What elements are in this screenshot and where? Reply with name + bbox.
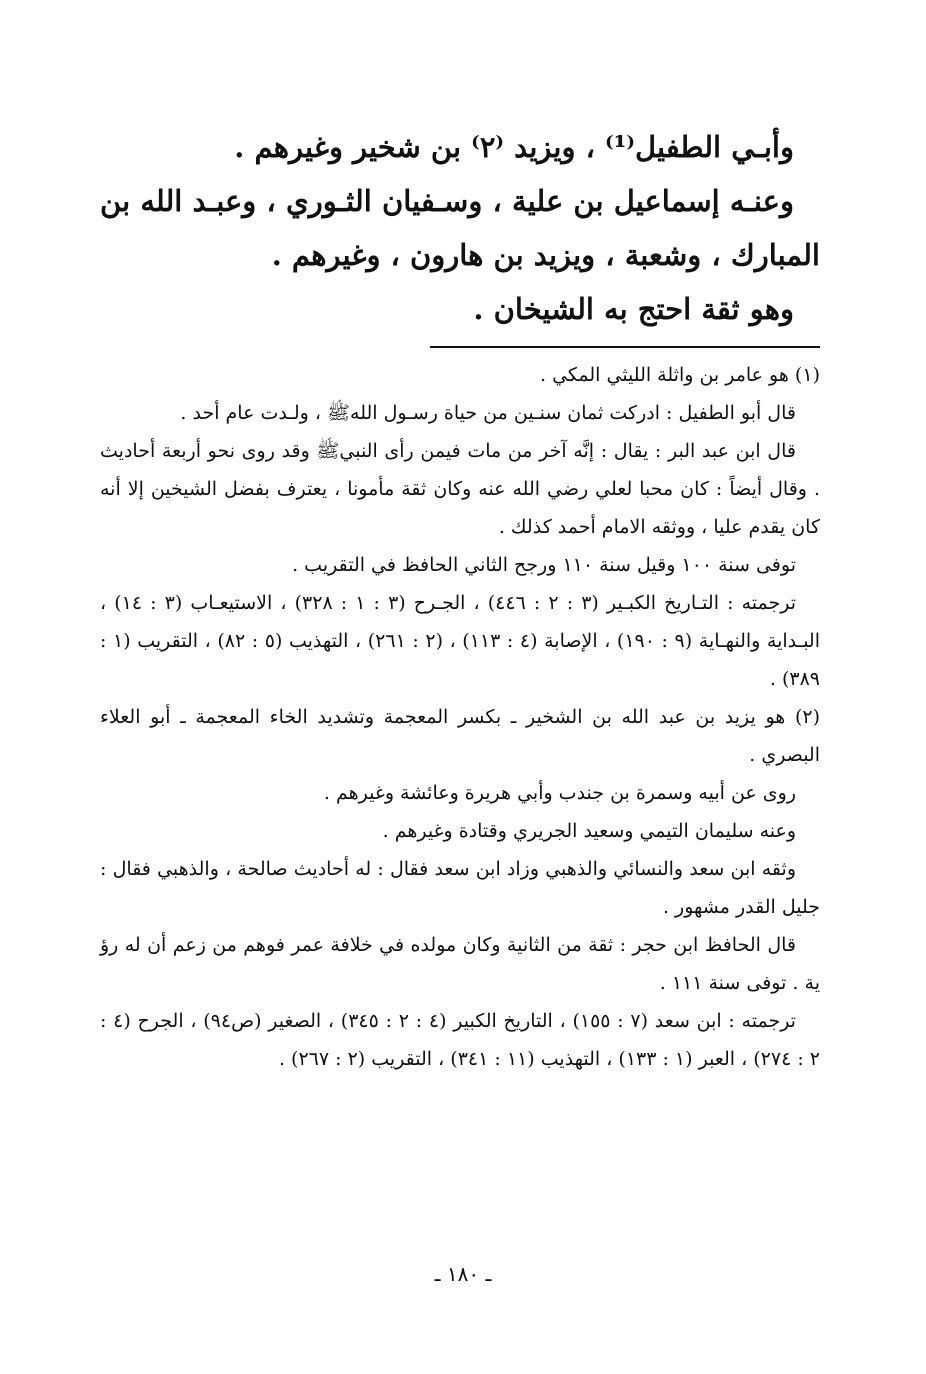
footnote-1-head: (١) هو عامر بن واثلة الليثي المكي . [539, 364, 820, 386]
footnote-1-paragraph: قال ابن عبد البر : يقال : إنَّه آخر من مات فيمن رأى النبيﷺ وقد روى نحو أربعة أحاديث . وقال أيضاً : كان محبا لعلي رضي الله عنه وكان ثقة مأمونا ، يعترف بفضل الشيخين إلا أنه كان يقدم عليا ، ووثقه الامام أحمد كذلك . [100, 440, 820, 538]
footnote-2-paragraph: روى عن أبيه وسمرة بن جندب وأبي هريرة وعائشة وغيرهم . [323, 782, 796, 804]
footnote-1-paragraph: ترجمته : التـاريخ الكبـير (٣ : ٢ : ٤٤٦) ، الجـرح (٣ : ١ : ٣٢٨) ، الاستيعـاب (٣ : ١٤) ، البـداية والنهـاية (٩ : ١٩٠) ، الإصابة (٤ : ١١٣) ، (٢ : ٢٦١) ، التهذيب (٥ : ٨٢) ، التقريب (١ : ٣٨٩) . [100, 592, 821, 690]
footnote-2-paragraph: وثقه ابن سعد والنسائي والذهبي وزاد ابن سعد فقال : له أحاديث صالحة ، والذهبي فقال : جليل القدر مشهور . [100, 858, 820, 918]
footnote-2-head: (٢) هو يزيد بن عبد الله بن الشخير ـ بكسر المعجمة وتشديد الخاء المعجمة ـ أبو العلاء البصري . [100, 706, 820, 766]
main-paragraph-1: وأبـي الطفيل⁽¹⁾ ، ويزيد ⁽٢⁾ بن شخير وغيرهم . [234, 130, 794, 164]
footnote-1-paragraph: توفى سنة ١٠٠ وقيل سنة ١١٠ ورجح الثاني الحافظ في التقريب . [292, 554, 796, 576]
main-paragraph-2: وعنـه إسماعيل بن علية ، وسـفيان الثـوري ، وعبـد الله بن المبارك ، وشعبة ، ويزيد بن هارون ، وغيرهم . [100, 184, 820, 272]
footnote-divider [430, 346, 820, 348]
page-number: ـ ١٨٠ ـ [434, 1262, 492, 1286]
footnote-2-paragraph: ترجمته : ابن سعد (٧ : ١٥٥) ، التاريخ الكبير (٤ : ٢ : ٣٤٥) ، الصغير (ص٩٤) ، الجرح (٤ : ٢ : ٢٧٤) ، العبر (١ : ١٣٣) ، التهذيب (١١ : ٣٤١) ، التقريب (٢ : ٢٦٧) . [100, 1010, 820, 1070]
main-paragraph-3: وهو ثقة احتج به الشيخان . [473, 292, 794, 326]
footnote-1-paragraph: قال أبو الطفيل : ادركت ثمان سنـين من حياة رسـول اللهﷺ ، ولـدت عام أحد . [180, 402, 796, 424]
main-text [100, 120, 820, 336]
footnote-2-paragraph: قال الحافظ ابن حجر : ثقة من الثانية وكان مولده في خلافة عمر فوهم من زعم أن له رؤ ية . توفى سنة ١١١ . [100, 934, 820, 994]
footnotes [100, 356, 820, 1078]
document-page [100, 120, 820, 1078]
footnote-2-paragraph: وعنه سليمان التيمي وسعيد الجريري وقتادة وغيرهم . [382, 820, 796, 842]
